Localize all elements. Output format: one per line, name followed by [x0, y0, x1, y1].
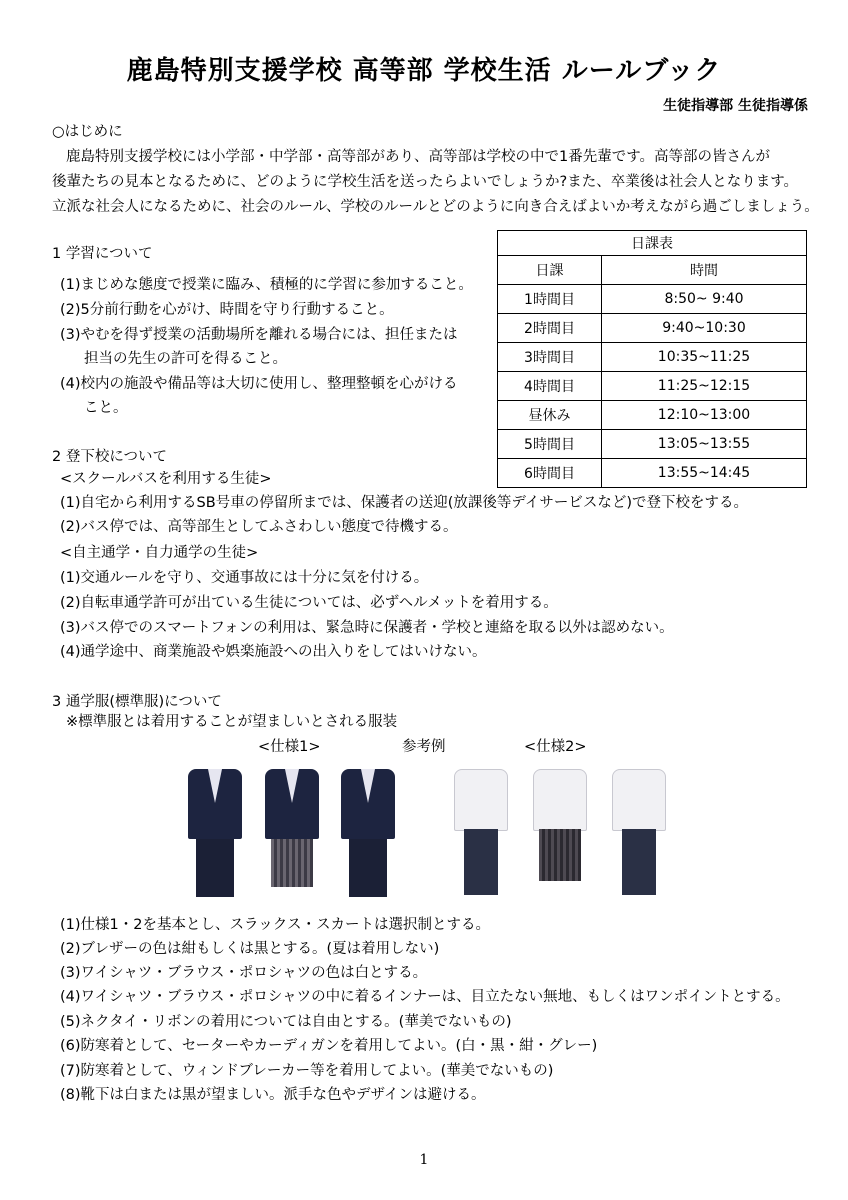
- table-row: [498, 401, 807, 430]
- period-cell: 2時間目: [498, 314, 602, 343]
- table-row: [498, 343, 807, 372]
- table-row: [498, 430, 807, 459]
- section1-item: (1)まじめな態度で授業に臨み、積極的に学習に参加すること。: [60, 277, 473, 293]
- section2-item: (3)バス停でのスマートフォンの利用は、緊急時に保護者・学校と連絡を取る以外は認めない。: [60, 620, 674, 636]
- period-cell: 1時間目: [498, 285, 602, 314]
- section1-item-cont: こと。: [84, 400, 128, 416]
- time-cell: 8:50~ 9:40: [602, 285, 807, 314]
- time-cell: 11:25~12:15: [602, 372, 807, 401]
- period-cell: 5時間目: [498, 430, 602, 459]
- reference-label: 参考例: [402, 739, 446, 755]
- schedule-col-header: 日課: [498, 256, 602, 285]
- schedule-table: [497, 230, 807, 488]
- author-line: 生徒指導部 生徒指導係: [663, 98, 808, 114]
- intro-line: 鹿島特別支援学校には小学部・中学部・高等部があり、高等部は学校の中で1番先輩です。高等部の皆さんが: [66, 149, 771, 165]
- time-cell: 13:05~13:55: [602, 430, 807, 459]
- section3-heading: 3 通学服(標準服)について: [52, 694, 222, 710]
- spec2-label: <仕様2>: [524, 739, 587, 755]
- section2-item: (4)通学途中、商業施設や娯楽施設への出入りをしてはいけない。: [60, 644, 487, 660]
- section2-item: (1)自宅から利用するSB号車の停留所までは、保護者の送迎(放課後等デイサービスなど)で登下校をする。: [60, 495, 748, 511]
- intro-line: 立派な社会人になるために、社会のルール、学校のルールとどのように向き合えばよいか考えながら過ごしましょう。: [52, 199, 819, 215]
- section2-subheading: <自主通学・自力通学の生徒>: [60, 545, 259, 561]
- table-row: [498, 314, 807, 343]
- spec1-label: <仕様1>: [258, 739, 321, 755]
- time-cell: 13:55~14:45: [602, 459, 807, 488]
- schedule-caption: 日課表: [498, 231, 807, 256]
- time-cell: 9:40~10:30: [602, 314, 807, 343]
- section1-heading: 1 学習について: [52, 246, 153, 262]
- uniform-photo-blazer-skirt: [257, 757, 327, 903]
- period-cell: 4時間目: [498, 372, 602, 401]
- section1-item: (4)校内の施設や備品等は大切に使用し、整理整頓を心がける: [60, 376, 458, 392]
- section3-item: (4)ワイシャツ・ブラウス・ポロシャツの中に着るインナーは、目立たない無地、もしくはワンポイントとする。: [60, 989, 790, 1005]
- section3-item: (5)ネクタイ・リボンの着用については自由とする。(華美でないもの): [60, 1014, 512, 1030]
- uniform-photos: [0, 757, 848, 905]
- section1-item-cont: 担当の先生の許可を得ること。: [84, 351, 287, 367]
- uniform-photo-shirt-slacks: [446, 757, 516, 903]
- page-number: 1: [419, 1152, 429, 1168]
- table-row: [498, 285, 807, 314]
- section3-item: (6)防寒着として、セーターやカーディガンを着用してよい。(白・黒・紺・グレー): [60, 1038, 598, 1054]
- section3-item: (8)靴下は白または黒が望ましい。派手な色やデザインは避ける。: [60, 1087, 486, 1103]
- schedule-col-header: 時間: [602, 256, 807, 285]
- section2-subheading: <スクールバスを利用する生徒>: [60, 471, 272, 487]
- period-cell: 3時間目: [498, 343, 602, 372]
- uniform-photo-blazer-slacks: [180, 757, 250, 903]
- table-row: [498, 372, 807, 401]
- section2-item: (2)自転車通学許可が出ている生徒については、必ずヘルメットを着用する。: [60, 595, 558, 611]
- section2-heading: 2 登下校について: [52, 449, 168, 465]
- period-cell: 6時間目: [498, 459, 602, 488]
- page-title: 鹿島特別支援学校 高等部 学校生活 ルールブック: [126, 56, 722, 86]
- section3-note: ※標準服とは着用することが望ましいとされる服装: [66, 714, 398, 730]
- uniform-photo-blouse-skirt: [525, 757, 595, 903]
- section3-item: (7)防寒着として、ウィンドブレーカー等を着用してよい。(華美でないもの): [60, 1063, 554, 1079]
- uniform-photo-polo-slacks: [604, 757, 674, 903]
- period-cell: 昼休み: [498, 401, 602, 430]
- section2-item: (2)バス停では、高等部生としてふさわしい態度で待機する。: [60, 519, 458, 535]
- section3-item: (3)ワイシャツ・ブラウス・ポロシャツの色は白とする。: [60, 965, 428, 981]
- section1-item: (2)5分前行動を心がけ、時間を守り行動すること。: [60, 302, 394, 318]
- time-cell: 10:35~11:25: [602, 343, 807, 372]
- intro-heading: ○はじめに: [52, 124, 123, 140]
- section1-item: (3)やむを得ず授業の活動場所を離れる場合には、担任または: [60, 327, 458, 343]
- time-cell: 12:10~13:00: [602, 401, 807, 430]
- table-row: [498, 459, 807, 488]
- section3-item: (2)ブレザーの色は紺もしくは黒とする。(夏は着用しない): [60, 941, 440, 957]
- uniform-photo-blazer-slacks-2: [333, 757, 403, 903]
- intro-line: 後輩たちの見本となるために、どのように学校生活を送ったらよいでしょうか?また、卒業後は社会人となります。: [52, 174, 799, 190]
- section3-item: (1)仕様1・2を基本とし、スラックス・スカートは選択制とする。: [60, 917, 491, 933]
- section2-item: (1)交通ルールを守り、交通事故には十分に気を付ける。: [60, 570, 429, 586]
